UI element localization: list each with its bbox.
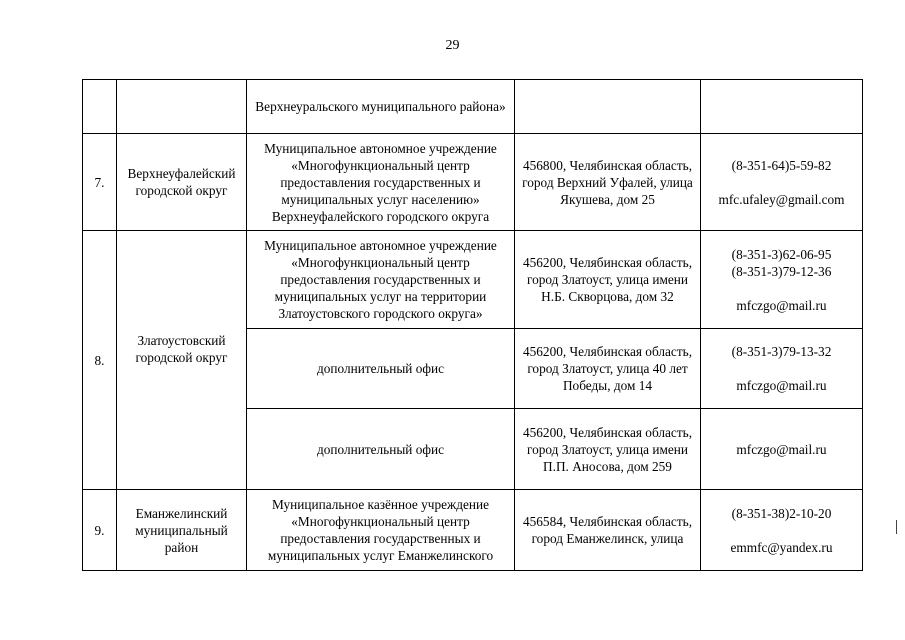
municipality-cell xyxy=(117,80,247,134)
contacts-cell xyxy=(701,409,863,490)
table-row xyxy=(83,231,863,329)
contacts-cell xyxy=(701,80,863,134)
contacts-cell xyxy=(701,490,863,571)
row-number xyxy=(83,80,117,134)
municipality-cell: Верхнеуфалейский городской округ xyxy=(117,134,247,231)
municipality-cell: Златоустовский городской округ xyxy=(117,231,247,490)
email-address[interactable]: emmfc@yandex.ru xyxy=(730,539,833,555)
organization-cell: Муниципальное казённое учреждение «Многофункциональный центр предоставления государственных и муниципальных услуг Еманжелинского xyxy=(247,490,515,571)
address-cell: 456200, Челябинская область, город Златоуст, улица имени П.П. Аносова, дом 259 xyxy=(515,409,701,490)
phone-number: (8-351-64)5-59-82 xyxy=(731,157,832,173)
address-cell: 456200, Челябинская область, город Златоуст, улица 40 лет Победы, дом 14 xyxy=(515,329,701,409)
address-cell: 456800, Челябинская область, город Верхний Уфалей, улица Якушева, дом 25 xyxy=(515,134,701,231)
address-cell: 456200, Челябинская область, город Златоуст, улица имени Н.Б. Скворцова, дом 32 xyxy=(515,231,701,329)
organization-cell: дополнительный офис xyxy=(247,409,515,490)
mfc-table xyxy=(82,79,863,571)
contacts-cell xyxy=(701,134,863,231)
organization-cell: Муниципальное автономное учреждение «Многофункциональный центр предоставления государственных и муниципальных услуг на территории Златоустовского городского округа» xyxy=(247,231,515,329)
email-address[interactable]: mfc.ufaley@gmail.com xyxy=(718,191,845,207)
organization-cell: Верхнеуральского муниципального района» xyxy=(247,80,515,134)
contacts-cell xyxy=(701,329,863,409)
table-row xyxy=(83,490,863,571)
address-cell xyxy=(515,80,701,134)
table-row xyxy=(83,134,863,231)
row-number: 8. xyxy=(83,231,117,490)
municipality-cell: Еманжелинский муниципальный район xyxy=(117,490,247,571)
row-number: 7. xyxy=(83,134,117,231)
contacts-cell xyxy=(701,231,863,329)
organization-cell: Муниципальное автономное учреждение «Многофункциональный центр предоставления государственных и муниципальных услуг населению» Верхнеуфалейского городского округа xyxy=(247,134,515,231)
row-number: 9. xyxy=(83,490,117,571)
page-number: 29 xyxy=(445,38,460,53)
phone-number: (8-351-38)2-10-20 xyxy=(731,505,832,521)
table-row xyxy=(83,80,863,134)
organization-cell: дополнительный офис xyxy=(247,329,515,409)
email-address[interactable]: mfczgo@mail.ru xyxy=(736,441,827,457)
phone-number: (8-351-3)79-13-32 xyxy=(731,344,832,359)
email-address[interactable]: mfczgo@mail.ru xyxy=(736,297,827,313)
phone-number: (8-351-3)62-06-95 xyxy=(731,246,832,262)
address-cell: 456584, Челябинская область, город Еманжелинск, улица xyxy=(515,490,701,571)
phone-number: (8-351-3)79-12-36 xyxy=(731,263,832,279)
email-address[interactable]: mfczgo@mail.ru xyxy=(736,378,827,393)
scan-artifact xyxy=(896,520,897,534)
